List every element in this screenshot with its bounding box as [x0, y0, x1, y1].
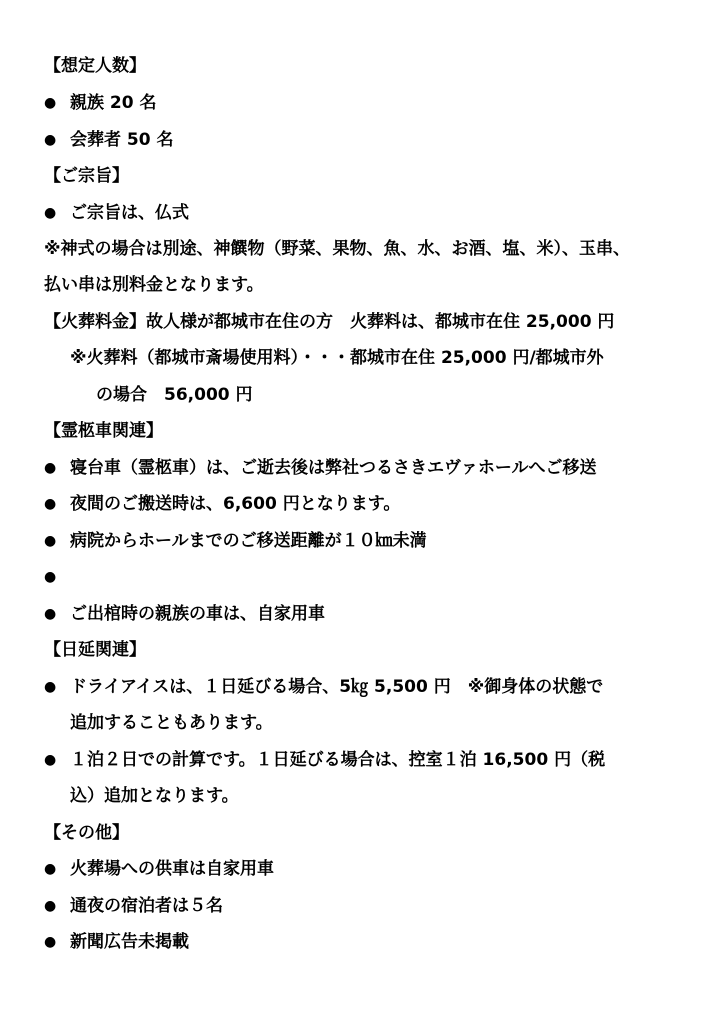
- cremation-fee-line2: ※火葬料（都城市斎場使用料）・・・都城市在住 25,000 円/都城市外: [70, 348, 604, 368]
- list-item-text: 通夜の宿泊者は５名: [70, 896, 223, 916]
- bullet-icon: ●: [44, 132, 57, 148]
- bullet-icon: ●: [44, 205, 57, 221]
- bullet-icon: ●: [44, 496, 57, 512]
- bullet-icon: ●: [44, 679, 57, 695]
- list-item-text: 病院からホールまでのご移送距離が１０㎞未満: [70, 531, 427, 551]
- heading-extension: 【日延関連】: [44, 640, 146, 660]
- cremation-fee-line3: の場合 56,000 円: [96, 385, 253, 405]
- religion-note-line2: 払い串は別料金となります。: [44, 275, 264, 295]
- list-item-text: 火葬場への供車は自家用車: [70, 859, 274, 879]
- heading-other: 【その他】: [44, 823, 129, 843]
- list-item-text: 寝台車（霊柩車）は、ご逝去後は弊社つるさきエヴァホールへご移送: [70, 458, 597, 478]
- heading-attendance: 【想定人数】: [44, 56, 146, 76]
- religion-note-line1: ※神式の場合は別途、神饌物（野菜、果物、魚、水、お酒、塩、米）、玉串、: [44, 239, 631, 259]
- bullet-icon: ●: [44, 606, 57, 622]
- list-item-text-continued: 追加することもあります。: [70, 713, 273, 733]
- list-item-text: ご宗旨は、仏式: [70, 203, 189, 223]
- bullet-icon: ●: [44, 95, 57, 111]
- heading-hearse: 【霊柩車関連】: [44, 421, 163, 441]
- cremation-fee-line1: 【火葬料金】故人様が都城市在住の方 火葬料は、都城市在住 25,000 円: [44, 312, 615, 332]
- list-item-text: ドライアイスは、１日延びる場合、5㎏ 5,500 円 ※御身体の状態で: [70, 677, 604, 697]
- bullet-icon: ●: [44, 898, 57, 914]
- heading-religion: 【ご宗旨】: [44, 166, 129, 186]
- list-item-text: 新聞広告未掲載: [70, 932, 189, 952]
- bullet-icon: ●: [44, 752, 57, 768]
- bullet-icon: ●: [44, 569, 57, 585]
- list-item-text: 会葬者 50 名: [70, 130, 174, 150]
- bullet-icon: ●: [44, 460, 57, 476]
- bullet-icon: ●: [44, 861, 57, 877]
- list-item-text: 親族 20 名: [70, 93, 157, 113]
- list-item-text: ご出棺時の親族の車は、自家用車: [70, 604, 325, 624]
- bullet-icon: ●: [44, 934, 57, 950]
- list-item-text: 夜間のご搬送時は、6,600 円となります。: [70, 494, 401, 514]
- list-item-text-continued: 込）追加となります。: [70, 786, 239, 806]
- list-item-text: １泊２日での計算です。１日延びる場合は、控室１泊 16,500 円（税: [70, 750, 606, 770]
- bullet-icon: ●: [44, 533, 57, 549]
